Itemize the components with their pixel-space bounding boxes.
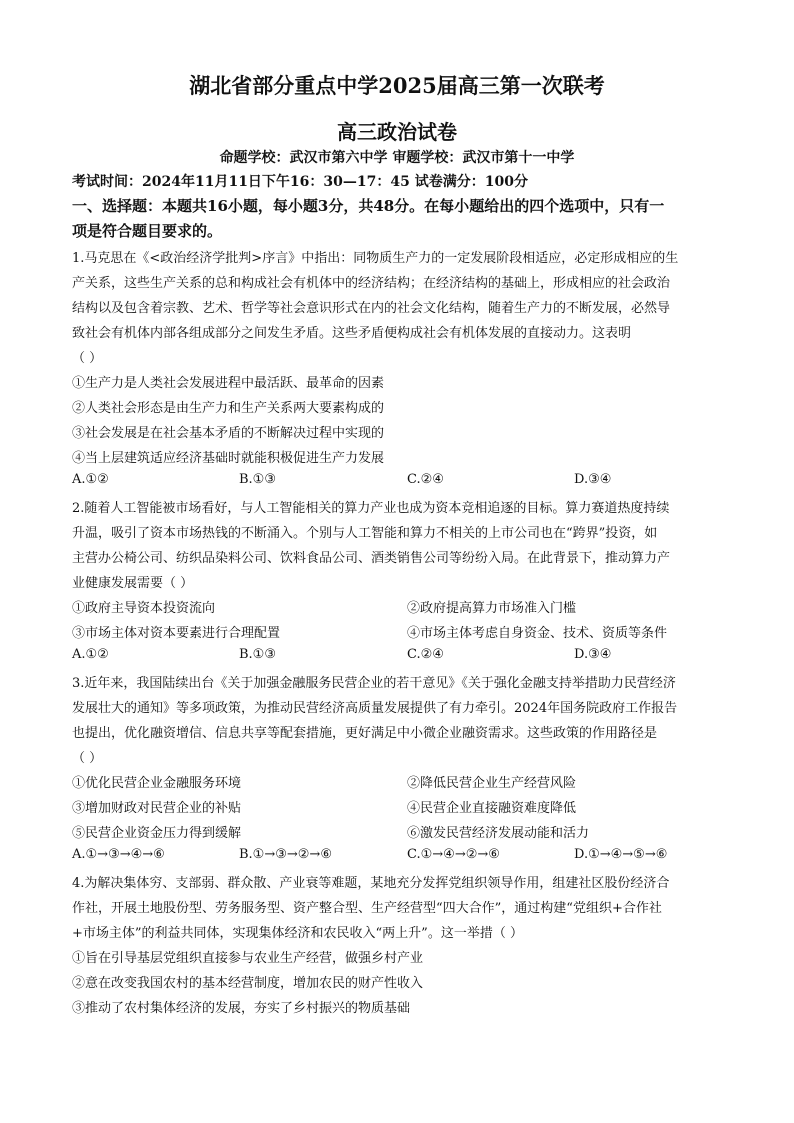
q2-stem-line: 主营办公椅公司、纺织品染料公司、饮料食品公司、酒类销售公司等纷纷入局。在此背景下，推动算力产 <box>72 551 671 566</box>
q1-statement: ②人类社会形态是由生产力和生产关系两大要素构成的 <box>72 401 385 416</box>
exam-title: 湖北省部分重点中学2025届高三第一次联考 <box>189 73 605 98</box>
exam-subtitle: 高三政治试卷 <box>337 120 457 144</box>
q1-stem-line: 致社会有机体内部各组成部分之间发生矛盾。这些矛盾便构成社会有机体发展的直接动力。这表明 <box>72 326 632 341</box>
q1-statement: ④当上层建筑适应经济基础时就能积极促进生产力发展 <box>72 451 385 466</box>
q1-answer-blank: （ ） <box>72 351 103 366</box>
q3-answer-blank: （ ） <box>72 751 103 766</box>
exam-info-line: 考试时间：2024年11月11日下午16：30—17：45 试卷满分：100分 <box>72 174 528 190</box>
q4-statement: ③推动了农村集体经济的发展，夯实了乡村振兴的物质基础 <box>72 1001 411 1016</box>
q3-choice-c: C.①→④→②→⑥ <box>407 847 500 862</box>
q1-statement: ①生产力是人类社会发展进程中最活跃、最革命的因素 <box>72 376 385 391</box>
q1-statement: ③社会发展是在社会基本矛盾的不断解决过程中实现的 <box>72 426 385 441</box>
q1-stem-line: 结构以及包含着宗教、艺术、哲学等社会意识形式在内的社会文化结构，随着生产力的不断发展，必然导 <box>72 301 671 316</box>
q2-choice-b: B.①③ <box>239 647 276 662</box>
q1-choice-a: A.①② <box>72 472 109 487</box>
q3-choice-b: B.①→③→②→⑥ <box>239 847 332 862</box>
q3-statement: ③增加财政对民营企业的补贴 <box>72 801 242 816</box>
section-heading-line-1: 一、选择题：本题共16小题，每小题3分，共48分。在每小题给出的四个选项中，只有一 <box>72 197 665 215</box>
q1-choice-b: B.①③ <box>239 472 276 487</box>
q3-choice-a: A.①→③→④→⑥ <box>72 847 165 862</box>
q3-statement: ⑤民营企业资金压力得到缓解 <box>72 826 242 841</box>
q4-statement: ②意在改变我国农村的基本经营制度，增加农民的财产性收入 <box>72 976 424 991</box>
q2-statement: ①政府主导资本投资流向 <box>72 601 216 616</box>
q4-statement: ①旨在引导基层党组织直接参与农业生产经营，做强乡村产业 <box>72 951 424 966</box>
q2-choice-c: C.②④ <box>407 647 444 662</box>
q2-stem-line: 业健康发展需要（ ） <box>72 576 194 591</box>
q2-statement: ②政府提高算力市场准入门槛 <box>407 601 577 616</box>
q3-stem-line: 3.近年来，我国陆续出台《关于加强金融服务民营企业的若干意见》《关于强化金融支持举措助力民营经济 <box>72 676 676 691</box>
q3-choice-d: D.①→④→⑤→⑥ <box>574 847 668 862</box>
schools-line: 命题学校：武汉市第六中学 审题学校：武汉市第十一中学 <box>219 150 575 166</box>
q3-stem-line: 也提出，优化融资增信、信息共享等配套措施，更好满足中小微企业融资需求。这些政策的作用路径是 <box>72 726 658 741</box>
q3-statement: ①优化民营企业金融服务环境 <box>72 776 242 791</box>
q4-stem-line: 4.为解决集体穷、支部弱、群众散、产业衰等难题，某地充分发挥党组织领导作用，组建社区股份经济合 <box>72 876 670 891</box>
q1-choice-c: C.②④ <box>407 472 444 487</box>
q2-statement: ③市场主体对资本要素进行合理配置 <box>72 626 281 641</box>
q3-statement: ④民营企业直接融资难度降低 <box>407 801 577 816</box>
q1-choice-d: D.③④ <box>574 472 612 487</box>
q3-statement: ②降低民营企业生产经营风险 <box>407 776 577 791</box>
q1-stem-line: 1.马克思在《<政治经济学批判>序言》中指出：同物质生产力的一定发展阶段相适应，必定形成相应的生 <box>72 251 679 266</box>
q2-stem-line: 2.随着人工智能被市场看好，与人工智能相关的算力产业也成为资本竞相追逐的目标。算力赛道热度持续 <box>72 501 670 516</box>
q3-stem-line: 发展壮大的通知》等多项政策，为推动民营经济高质量发展提供了有力牵引。2024年国务院政府工作报告 <box>72 701 678 716</box>
q3-statement: ⑥激发民营经济发展动能和活力 <box>407 826 590 841</box>
q2-stem-line: 升温，吸引了资本市场热钱的不断涌入。个别与人工智能和算力不相关的上市公司也在“跨界”投资，如 <box>72 526 658 541</box>
q1-stem-line: 产关系，这些生产关系的总和构成社会有机体中的经济结构；在经济结构的基础上，形成相应的社会政治 <box>72 276 671 291</box>
q2-statement: ④市场主体考虑自身资金、技术、资质等条件 <box>407 626 668 641</box>
q4-stem-line: +市场主体”的利益共同体，实现集体经济和农民收入“两上升”。这一举措（ ） <box>72 926 523 941</box>
q4-stem-line: 作社，开展土地股份型、劳务服务型、资产整合型、生产经营型“四大合作”，通过构建“党组织+合作社 <box>72 901 662 916</box>
section-heading-line-2: 项是符合题目要求的。 <box>72 222 223 240</box>
q2-choice-a: A.①② <box>72 647 109 662</box>
q2-choice-d: D.③④ <box>574 647 612 662</box>
